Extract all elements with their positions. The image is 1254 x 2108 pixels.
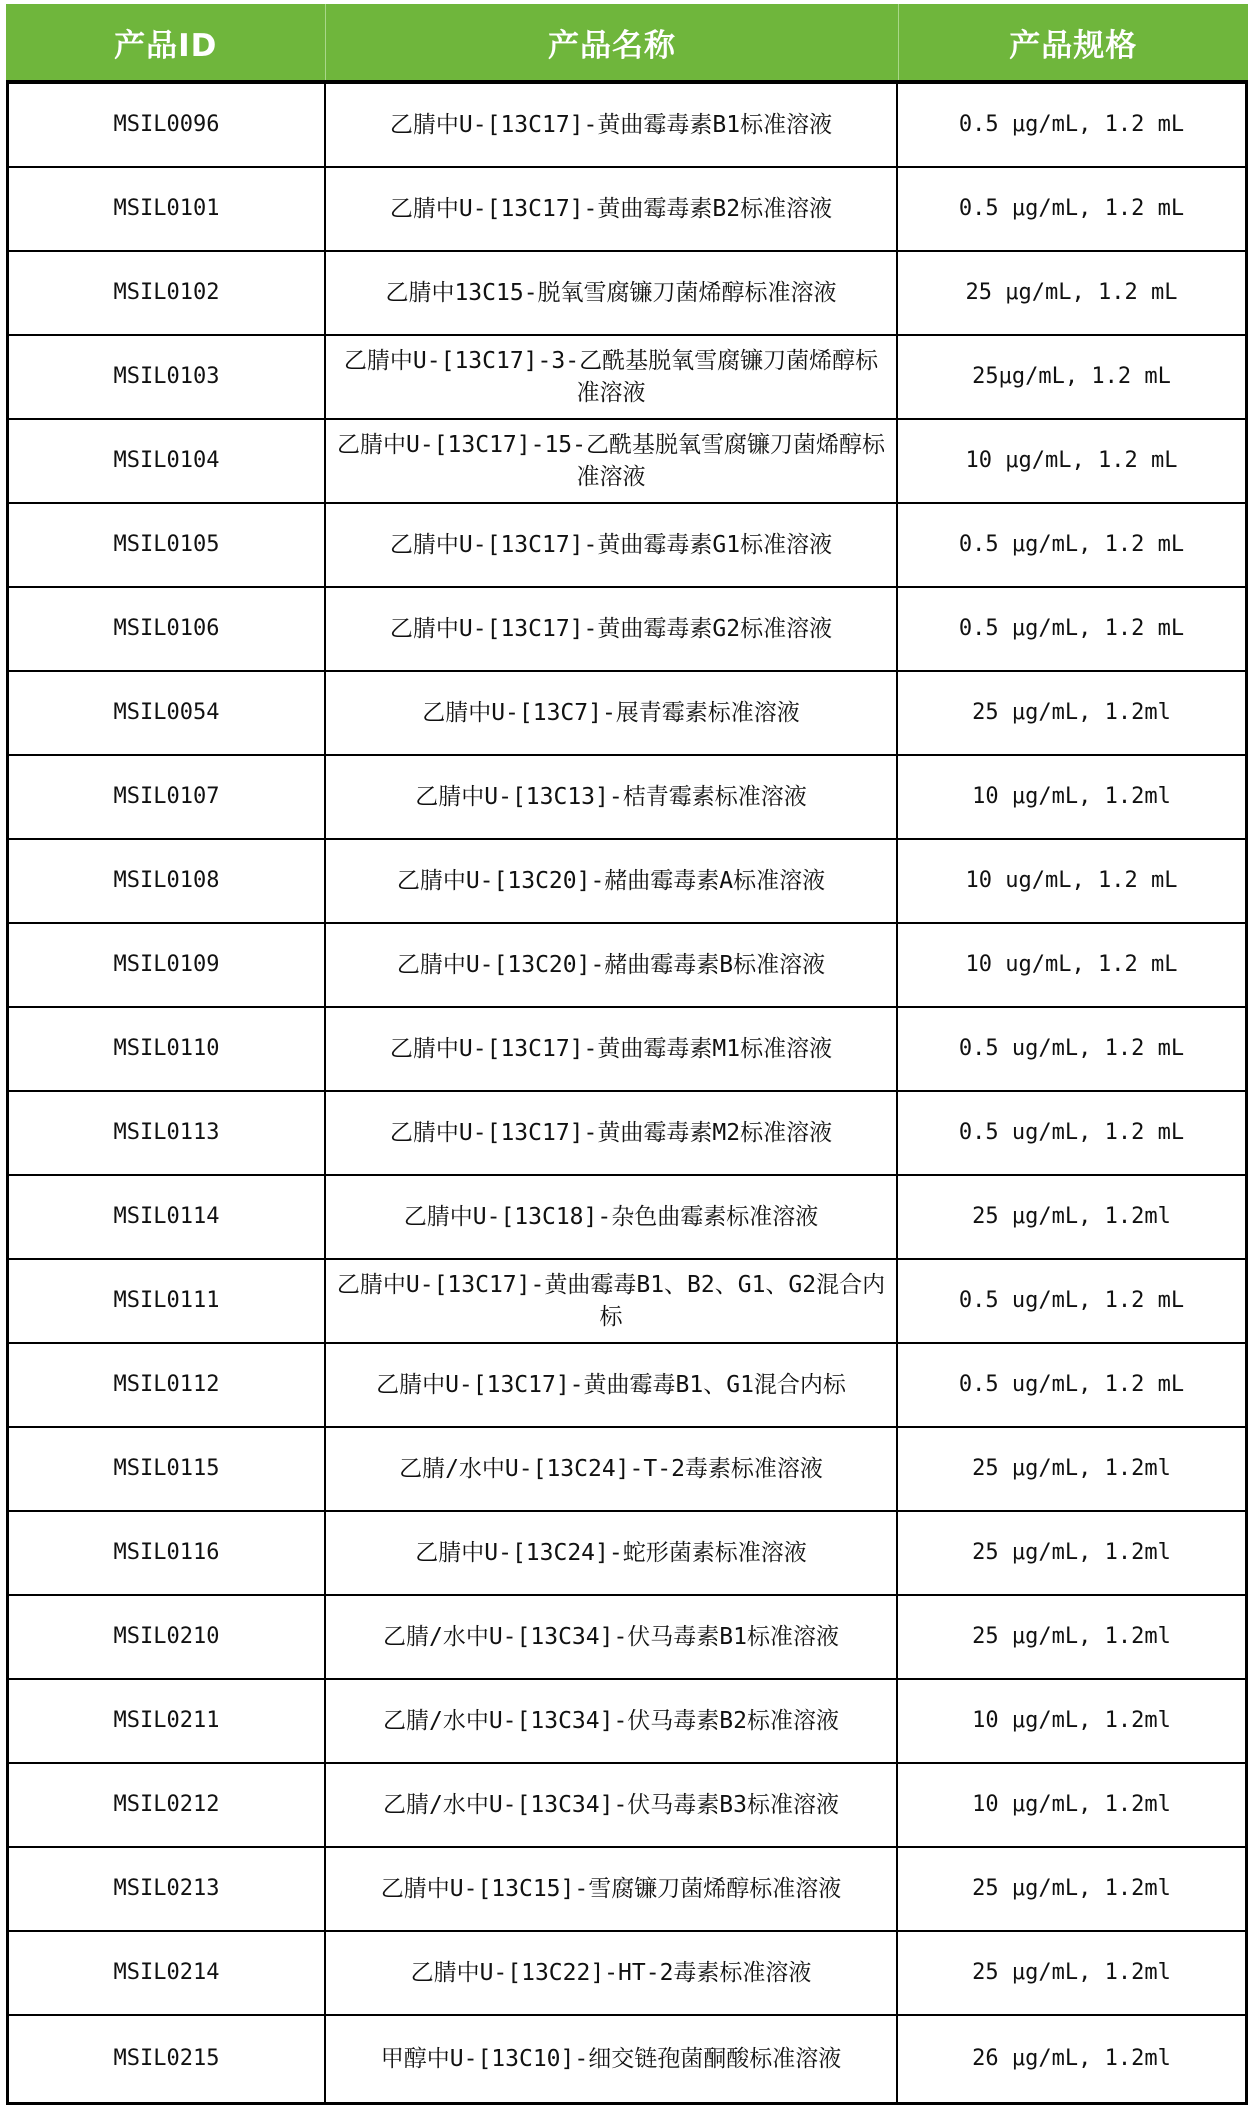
product-id-cell: MSIL0109: [9, 924, 326, 1006]
product-id-cell: MSIL0210: [9, 1596, 326, 1678]
product-name-cell: 乙腈中U-[13C17]-黄曲霉毒B1、B2、G1、G2混合内标: [326, 1260, 898, 1342]
product-spec-cell: 0.5 ug/mL, 1.2 mL: [958, 1036, 1185, 1061]
table-row: [9, 1932, 1245, 2016]
product-spec-cell: 25 μg/mL, 1.2ml: [972, 1960, 1171, 1985]
table-row: [9, 924, 1245, 1008]
product-name-cell: 乙腈中U-[13C17]-15-乙酰基脱氧雪腐镰刀菌烯醇标准溶液: [326, 420, 898, 502]
product-id-cell: MSIL0112: [9, 1344, 326, 1426]
product-id-cell: MSIL0114: [9, 1176, 326, 1258]
product-id-cell: MSIL0104: [9, 420, 326, 502]
header-product-spec: 产品规格: [898, 4, 1248, 80]
product-name-cell: 乙腈中U-[13C18]-杂色曲霉素标准溶液: [326, 1176, 898, 1258]
product-name-cell: 乙腈/水中U-[13C34]-伏马毒素B1标准溶液: [326, 1596, 898, 1678]
product-id-cell: MSIL0105: [9, 504, 326, 586]
product-name-cell: 乙腈中U-[13C17]-黄曲霉毒素M1标准溶液: [326, 1008, 898, 1090]
table-row: [9, 420, 1245, 504]
product-spec-cell: 10 μg/mL, 1.2 mL: [965, 448, 1178, 473]
product-name-cell: 乙腈中U-[13C17]-黄曲霉毒素G2标准溶液: [326, 588, 898, 670]
product-spec-cell: 25 μg/mL, 1.2ml: [972, 1456, 1171, 1481]
table-row: [9, 1008, 1245, 1092]
product-spec-cell: 26 μg/mL, 1.2ml: [972, 2046, 1171, 2071]
table-row: [9, 1680, 1245, 1764]
product-name-cell: 乙腈中U-[13C24]-蛇形菌素标准溶液: [326, 1512, 898, 1594]
table-row: [9, 1428, 1245, 1512]
product-name-cell: 乙腈中U-[13C7]-展青霉素标准溶液: [326, 672, 898, 754]
product-spec-cell: 0.5 ug/mL, 1.2 mL: [958, 1372, 1185, 1397]
table-row: [9, 1260, 1245, 1344]
product-id-cell: MSIL0107: [9, 756, 326, 838]
table-row: [9, 84, 1245, 168]
product-id-cell: MSIL0102: [9, 252, 326, 334]
product-id-cell: MSIL0213: [9, 1848, 326, 1930]
table-row: [9, 1092, 1245, 1176]
table-row: [9, 1596, 1245, 1680]
product-name-cell: 乙腈中U-[13C17]-黄曲霉毒素G1标准溶液: [326, 504, 898, 586]
table-row: [9, 168, 1245, 252]
product-id-cell: MSIL0054: [9, 672, 326, 754]
product-id-cell: MSIL0215: [9, 2016, 326, 2102]
table-row: [9, 672, 1245, 756]
product-name-cell: 乙腈中13C15-脱氧雪腐镰刀菌烯醇标准溶液: [326, 252, 898, 334]
product-spec-cell: 0.5 μg/mL, 1.2 mL: [958, 196, 1185, 221]
product-name-cell: 乙腈中U-[13C17]-3-乙酰基脱氧雪腐镰刀菌烯醇标准溶液: [326, 336, 898, 418]
product-id-cell: MSIL0103: [9, 336, 326, 418]
product-name-cell: 乙腈/水中U-[13C24]-T-2毒素标准溶液: [326, 1428, 898, 1510]
product-id-cell: MSIL0111: [9, 1260, 326, 1342]
table-row: [9, 1764, 1245, 1848]
table-header: [6, 4, 1248, 84]
table-row: [9, 2016, 1245, 2102]
product-name-cell: 乙腈中U-[13C15]-雪腐镰刀菌烯醇标准溶液: [326, 1848, 898, 1930]
product-id-cell: MSIL0108: [9, 840, 326, 922]
product-name-cell: 乙腈/水中U-[13C34]-伏马毒素B2标准溶液: [326, 1680, 898, 1762]
product-name-cell: 甲醇中U-[13C10]-细交链孢菌酮酸标准溶液: [326, 2016, 898, 2102]
product-id-cell: MSIL0116: [9, 1512, 326, 1594]
product-table: [6, 4, 1248, 2105]
product-spec-cell: 0.5 ug/mL, 1.2 mL: [958, 1288, 1185, 1313]
product-spec-cell: 10 μg/mL, 1.2ml: [972, 1708, 1171, 1733]
table-row: [9, 336, 1245, 420]
product-spec-cell: 25 μg/mL, 1.2ml: [972, 1624, 1171, 1649]
product-spec-cell: 25μg/mL, 1.2 mL: [972, 364, 1171, 389]
product-name-cell: 乙腈中U-[13C17]-黄曲霉毒素B2标准溶液: [326, 168, 898, 250]
product-name-cell: 乙腈中U-[13C17]-黄曲霉毒B1、G1混合内标: [326, 1344, 898, 1426]
product-spec-cell: 10 ug/mL, 1.2 mL: [965, 868, 1178, 893]
product-name-cell: 乙腈中U-[13C13]-桔青霉素标准溶液: [326, 756, 898, 838]
product-spec-cell: 10 μg/mL, 1.2ml: [972, 784, 1171, 809]
product-spec-cell: 0.5 ug/mL, 1.2 mL: [958, 1120, 1185, 1145]
table-row: [9, 252, 1245, 336]
table-row: [9, 504, 1245, 588]
product-name-cell: 乙腈中U-[13C17]-黄曲霉毒素B1标准溶液: [326, 84, 898, 166]
table-body: [6, 84, 1248, 2105]
product-spec-cell: 10 ug/mL, 1.2 mL: [965, 952, 1178, 977]
product-spec-cell: 10 μg/mL, 1.2ml: [972, 1792, 1171, 1817]
product-id-cell: MSIL0110: [9, 1008, 326, 1090]
product-id-cell: MSIL0096: [9, 84, 326, 166]
table-row: [9, 840, 1245, 924]
product-id-cell: MSIL0113: [9, 1092, 326, 1174]
product-id-cell: MSIL0211: [9, 1680, 326, 1762]
product-name-cell: 乙腈中U-[13C20]-赭曲霉毒素B标准溶液: [326, 924, 898, 1006]
product-spec-cell: 0.5 μg/mL, 1.2 mL: [958, 112, 1185, 137]
table-row: [9, 756, 1245, 840]
table-row: [9, 588, 1245, 672]
product-id-cell: MSIL0101: [9, 168, 326, 250]
header-product-name: 产品名称: [325, 4, 897, 80]
product-name-cell: 乙腈中U-[13C22]-HT-2毒素标准溶液: [326, 1932, 898, 2014]
table-row: [9, 1512, 1245, 1596]
table-row: [9, 1344, 1245, 1428]
product-name-cell: 乙腈中U-[13C20]-赭曲霉毒素A标准溶液: [326, 840, 898, 922]
product-id-cell: MSIL0212: [9, 1764, 326, 1846]
product-spec-cell: 25 μg/mL, 1.2ml: [972, 1876, 1171, 1901]
product-spec-cell: 25 μg/mL, 1.2ml: [972, 1540, 1171, 1565]
product-spec-cell: 25 μg/mL, 1.2 mL: [965, 280, 1178, 305]
header-product-id: 产品ID: [114, 27, 218, 64]
product-spec-cell: 25 μg/mL, 1.2ml: [972, 1204, 1171, 1229]
product-name-cell: 乙腈/水中U-[13C34]-伏马毒素B3标准溶液: [326, 1764, 898, 1846]
product-spec-cell: 25 μg/mL, 1.2ml: [972, 700, 1171, 725]
product-id-cell: MSIL0106: [9, 588, 326, 670]
table-row: [9, 1176, 1245, 1260]
product-spec-cell: 0.5 μg/mL, 1.2 mL: [958, 616, 1185, 641]
product-id-cell: MSIL0214: [9, 1932, 326, 2014]
product-spec-cell: 0.5 μg/mL, 1.2 mL: [958, 532, 1185, 557]
product-name-cell: 乙腈中U-[13C17]-黄曲霉毒素M2标准溶液: [326, 1092, 898, 1174]
product-id-cell: MSIL0115: [9, 1428, 326, 1510]
table-row: [9, 1848, 1245, 1932]
